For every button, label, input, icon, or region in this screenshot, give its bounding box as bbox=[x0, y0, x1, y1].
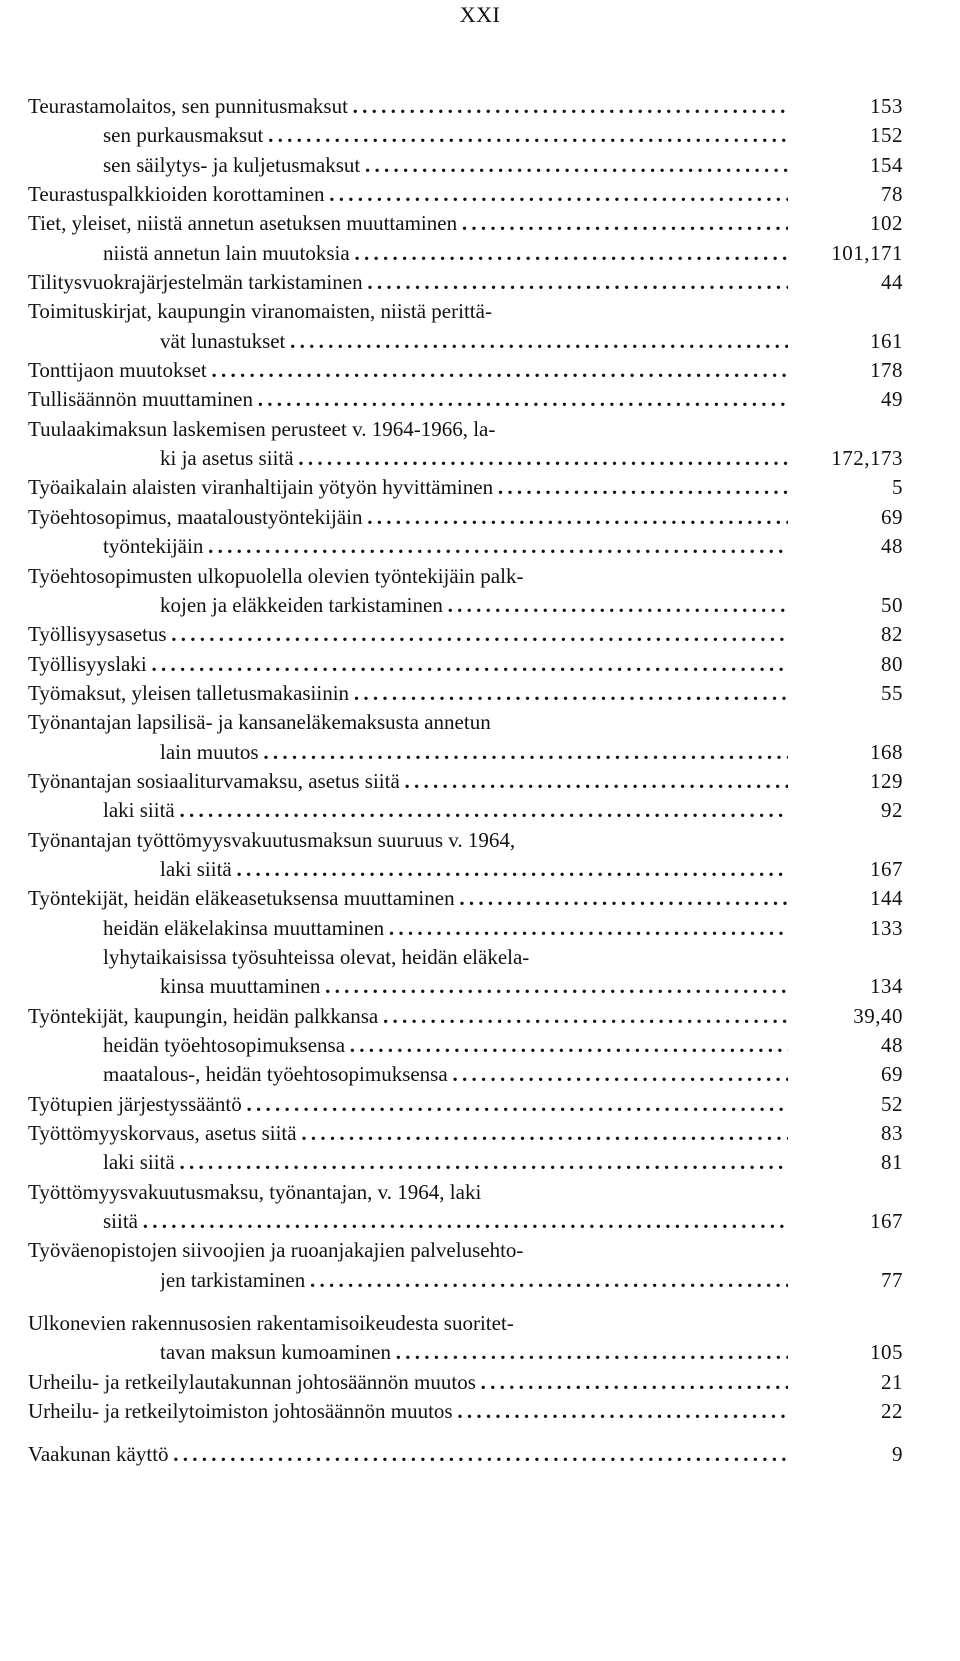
entry-text: Työllisyysasetus . . . bbox=[28, 622, 788, 646]
entry-text: lain muutos . . . bbox=[160, 740, 788, 764]
entry-text: Työttömyysvakuutusmaksu, työnantajan, v. 1964, laki bbox=[28, 1179, 482, 1204]
entry-text: laki siitä . . . bbox=[103, 798, 788, 822]
entry-page-number: 50 bbox=[881, 592, 903, 617]
entry-text: Tuulaakimaksun laskemisen perusteet v. 1964-1966, la- bbox=[28, 416, 496, 441]
entry-text: sen säilytys- ja kuljetusmaksut . . . bbox=[103, 153, 788, 177]
entry-text: Tullisäännön muuttaminen . . . bbox=[28, 387, 788, 411]
index-entry bbox=[28, 1060, 903, 1089]
index-list bbox=[28, 92, 903, 1470]
entry-text-container bbox=[28, 1368, 788, 1397]
entry-text-container bbox=[103, 151, 788, 180]
entry-text: Vaakunan käyttö . . . bbox=[28, 1442, 788, 1466]
index-entry bbox=[28, 650, 903, 679]
entry-text: Työtupien järjestyssääntö . . . bbox=[28, 1092, 788, 1116]
entry-text: kinsa muuttaminen . . . bbox=[160, 974, 788, 998]
entry-text-container bbox=[103, 796, 788, 825]
entry-text-container bbox=[28, 767, 788, 796]
entry-page-number: 39,40 bbox=[853, 1003, 903, 1028]
page-number: XXI bbox=[459, 2, 501, 27]
entry-text-container bbox=[160, 591, 788, 620]
entry-page-number: 83 bbox=[881, 1121, 903, 1146]
entry-text-container bbox=[28, 209, 788, 238]
entry-page-number: 77 bbox=[881, 1267, 903, 1292]
entry-text-container bbox=[28, 1002, 788, 1031]
entry-text-container bbox=[160, 327, 788, 356]
index-entry bbox=[28, 1236, 903, 1265]
index-entry bbox=[28, 1440, 903, 1469]
index-entry bbox=[28, 1338, 903, 1367]
index-entry bbox=[28, 796, 903, 825]
index-entry bbox=[28, 532, 903, 561]
index-entry bbox=[28, 855, 903, 884]
entry-page-number: 178 bbox=[870, 358, 903, 383]
entry-text: heidän työehtosopimuksensa . . . bbox=[103, 1033, 788, 1057]
index-entry bbox=[28, 884, 903, 913]
index-entry bbox=[28, 679, 903, 708]
entry-text: kojen ja eläkkeiden tarkistaminen . . . bbox=[160, 593, 788, 617]
index-entry bbox=[28, 503, 903, 532]
entry-text-container bbox=[160, 855, 788, 884]
entry-text-container bbox=[28, 1090, 788, 1119]
entry-page-number: 48 bbox=[881, 1033, 903, 1057]
entry-text-container bbox=[28, 708, 788, 737]
index-entry bbox=[28, 151, 903, 180]
entry-text-container bbox=[28, 1178, 788, 1207]
entry-page-number: 134 bbox=[870, 974, 903, 999]
entry-page-number: 168 bbox=[870, 739, 903, 764]
index-entry bbox=[28, 562, 903, 591]
entry-text-container bbox=[28, 92, 788, 121]
index-entry bbox=[28, 327, 903, 356]
entry-text-container bbox=[103, 1207, 788, 1236]
index-entry bbox=[28, 1002, 903, 1031]
entry-text: Työehtosopimusten ulkopuolella olevien työntekijäin palk- bbox=[28, 563, 524, 588]
index-entry bbox=[28, 738, 903, 767]
entry-page-number: 172,173 bbox=[831, 446, 903, 471]
entry-page-number: 69 bbox=[881, 504, 903, 529]
entry-page-number: 161 bbox=[870, 328, 903, 353]
entry-text: Työntekijät, heidän eläkeasetuksensa muuttaminen . . . bbox=[28, 886, 788, 910]
entry-page-number: 105 bbox=[870, 1340, 903, 1365]
index-entry bbox=[28, 1266, 903, 1295]
entry-page-number: 144 bbox=[870, 886, 903, 911]
index-entry bbox=[28, 297, 903, 326]
entry-text-container bbox=[28, 650, 788, 679]
entry-page-number: 49 bbox=[881, 387, 903, 412]
index-entry bbox=[28, 415, 903, 444]
index-entry bbox=[28, 1148, 903, 1177]
entry-page-number: 78 bbox=[881, 182, 903, 207]
entry-page-number: 52 bbox=[881, 1091, 903, 1116]
entry-text-container bbox=[28, 268, 788, 297]
entry-page-number: 167 bbox=[870, 856, 903, 881]
entry-text-container bbox=[160, 1338, 788, 1367]
entry-text: ki ja asetus siitä . . . bbox=[160, 446, 788, 470]
index-entry bbox=[28, 1309, 903, 1338]
entry-text: Työttömyyskorvaus, asetus siitä . . . bbox=[28, 1121, 788, 1145]
index-entry bbox=[28, 180, 903, 209]
index-entry bbox=[28, 591, 903, 620]
index-entry bbox=[28, 943, 903, 972]
entry-text-container bbox=[103, 1060, 788, 1089]
index-entry bbox=[28, 92, 903, 121]
index-entry bbox=[28, 239, 903, 268]
entry-page-number: 80 bbox=[881, 651, 903, 676]
index-entry bbox=[28, 1368, 903, 1397]
entry-text: laki siitä . . . bbox=[103, 1150, 788, 1174]
entry-page-number: 21 bbox=[881, 1369, 903, 1394]
entry-page-number: 92 bbox=[881, 798, 903, 823]
index-entry bbox=[28, 385, 903, 414]
entry-text-container bbox=[103, 1031, 788, 1060]
entry-text-container bbox=[28, 620, 788, 649]
entry-text: siitä . . . bbox=[103, 1209, 788, 1233]
entry-page-number: 22 bbox=[881, 1399, 903, 1424]
entry-text-container bbox=[28, 297, 788, 326]
index-entry bbox=[28, 356, 903, 385]
entry-text: Ulkonevien rakennusosien rakentamisoikeudesta suoritet- bbox=[28, 1311, 514, 1336]
entry-text: Työllisyyslaki . . . bbox=[28, 652, 788, 676]
entry-page-number: 102 bbox=[870, 211, 903, 236]
entry-text-container bbox=[28, 1309, 788, 1338]
index-entry bbox=[28, 473, 903, 502]
entry-text: Työmaksut, yleisen talletusmakasiinin . . . bbox=[28, 681, 788, 705]
entry-text-container bbox=[103, 121, 788, 150]
entry-text-container bbox=[28, 385, 788, 414]
entry-text: Työntekijät, kaupungin, heidän palkkansa . . . bbox=[28, 1004, 788, 1028]
entry-text: niistä annetun lain muutoksia . . . bbox=[103, 241, 788, 265]
entry-text: Teurastuspalkkioiden korottaminen . . . bbox=[28, 182, 788, 206]
entry-text-container bbox=[160, 1266, 788, 1295]
entry-text: Työväenopistojen siivoojien ja ruoanjakajien palvelusehto- bbox=[28, 1238, 524, 1263]
entry-page-number: 55 bbox=[881, 680, 903, 705]
index-entry bbox=[28, 209, 903, 238]
entry-text-container bbox=[160, 738, 788, 767]
index-entry bbox=[28, 268, 903, 297]
entry-text: Työnantajan lapsilisä- ja kansaneläkemaksusta annetun bbox=[28, 710, 491, 735]
entry-page-number: 82 bbox=[881, 622, 903, 647]
entry-text-container bbox=[28, 473, 788, 502]
entry-page-number: 167 bbox=[870, 1209, 903, 1234]
entry-text-container bbox=[160, 972, 788, 1001]
index-entry bbox=[28, 708, 903, 737]
index-entry bbox=[28, 1207, 903, 1236]
entry-text-container bbox=[28, 503, 788, 532]
entry-text-container bbox=[28, 562, 788, 591]
index-entry bbox=[28, 1397, 903, 1426]
entry-page-number: 133 bbox=[870, 915, 903, 940]
entry-text: Tilitysvuokrajärjestelmän tarkistaminen . . . bbox=[28, 270, 788, 294]
entry-text-container bbox=[28, 1440, 788, 1469]
entry-text-container bbox=[28, 415, 788, 444]
index-entry bbox=[28, 121, 903, 150]
entry-page-number: 48 bbox=[881, 534, 903, 559]
entry-page-number: 129 bbox=[870, 768, 903, 793]
entry-text-container bbox=[28, 884, 788, 913]
entry-page-number: 5 bbox=[892, 475, 903, 500]
entry-text: maatalous-, heidän työehtosopimuksensa . . . bbox=[103, 1062, 788, 1086]
entry-text-container bbox=[28, 679, 788, 708]
index-entry bbox=[28, 1090, 903, 1119]
entry-text: laki siitä . . . bbox=[160, 857, 788, 881]
index-entry bbox=[28, 767, 903, 796]
entry-text: Työnantajan sosiaaliturvamaksu, asetus siitä . . . bbox=[28, 769, 788, 793]
index-entry bbox=[28, 972, 903, 1001]
entry-text-container bbox=[103, 532, 788, 561]
entry-page-number: 9 bbox=[892, 1442, 903, 1467]
entry-text: Tiet, yleiset, niistä annetun asetuksen muuttaminen . . . bbox=[28, 211, 788, 235]
index-entry bbox=[28, 1031, 903, 1060]
entry-page-number: 44 bbox=[881, 270, 903, 295]
entry-text-container bbox=[28, 1119, 788, 1148]
entry-text: työntekijäin . . . bbox=[103, 534, 788, 558]
entry-text: Teurastamolaitos, sen punnitusmaksut . . . bbox=[28, 94, 788, 118]
entry-text-container bbox=[103, 1148, 788, 1177]
index-entry bbox=[28, 1178, 903, 1207]
index-entry bbox=[28, 620, 903, 649]
entry-text-container bbox=[103, 914, 788, 943]
entry-text: Toimituskirjat, kaupungin viranomaisten, niistä perittä- bbox=[28, 299, 492, 324]
entry-page-number: 69 bbox=[881, 1062, 903, 1087]
entry-text-container bbox=[160, 444, 788, 473]
entry-text-container bbox=[28, 356, 788, 385]
entry-text: heidän eläkelakinsa muuttaminen . . . bbox=[103, 916, 788, 940]
entry-page-number: 101,171 bbox=[831, 240, 903, 265]
entry-page-number: 152 bbox=[870, 123, 903, 148]
entry-text-container bbox=[28, 1236, 788, 1265]
entry-text: Työehtosopimus, maataloustyöntekijäin . . . bbox=[28, 505, 788, 529]
entry-text: jen tarkistaminen . . . bbox=[160, 1268, 788, 1292]
entry-text-container bbox=[28, 1397, 788, 1426]
index-entry bbox=[28, 444, 903, 473]
entry-text: sen purkausmaksut . . . bbox=[103, 123, 788, 147]
entry-text: tavan maksun kumoaminen . . . bbox=[160, 1340, 788, 1364]
entry-text: Tonttijaon muutokset . . . bbox=[28, 358, 788, 382]
entry-text: Urheilu- ja retkeilylautakunnan johtosäännön muutos . . . bbox=[28, 1370, 788, 1394]
entry-text: Työaikalain alaisten viranhaltijain yötyön hyvittäminen . . . bbox=[28, 475, 788, 499]
index-entry bbox=[28, 914, 903, 943]
entry-text-container bbox=[103, 943, 788, 972]
entry-text: Urheilu- ja retkeilytoimiston johtosäännön muutos . . . bbox=[28, 1399, 788, 1423]
entry-page-number: 81 bbox=[881, 1150, 903, 1175]
entry-page-number: 154 bbox=[870, 152, 903, 177]
entry-text-container bbox=[103, 239, 788, 268]
entry-text: Työnantajan työttömyysvakuutusmaksun suuruus v. 1964, bbox=[28, 827, 516, 852]
index-entry bbox=[28, 826, 903, 855]
entry-text-container bbox=[28, 826, 788, 855]
entry-text: vät lunastukset . . . bbox=[160, 329, 788, 353]
index-entry bbox=[28, 1119, 903, 1148]
entry-text-container bbox=[28, 180, 788, 209]
entry-text: lyhytaikaisissa työsuhteissa olevat, heidän eläkela- bbox=[103, 944, 530, 969]
entry-page-number: 153 bbox=[870, 94, 903, 118]
